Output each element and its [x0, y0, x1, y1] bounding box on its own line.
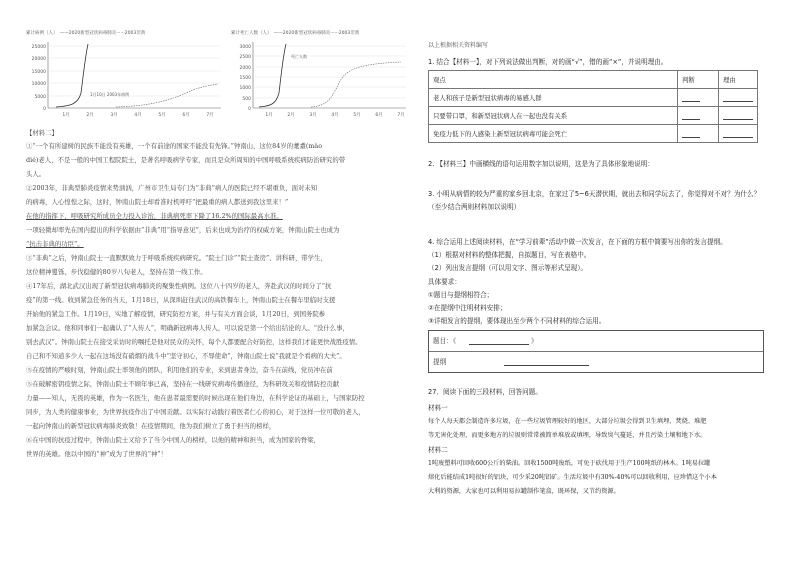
deaths-xtick: 2月 — [287, 113, 295, 118]
deaths-xtick: 4月 — [331, 113, 339, 118]
question-27: 27．阅读下面的三段材料，回答问题。 — [428, 388, 542, 396]
title-blank[interactable] — [469, 344, 529, 345]
text-line: 疫”的第一线。收到紧急任务的当天，1月18日，从深圳赶往武汉的高铁餐车上，钟南山院士在餐车里临时支援 — [26, 296, 336, 304]
cases-xtick: 5月 — [158, 113, 166, 118]
material-2-line: 大利的资源，大家也可以利用易拉罐制作笔盒，既环保，又节约资源。 — [428, 488, 620, 495]
cases-annot: 1月10日 2003年病例 — [90, 92, 130, 97]
cases-xtick: 6月 — [182, 113, 190, 118]
outline-blank[interactable] — [504, 365, 589, 366]
deaths-xtick: 1月 — [265, 113, 273, 118]
text-line: 开始他的紧急工作。1月19日，实地了解疫情，研究防控方案，并与有关方面会谈，1月20日，到国务院参 — [26, 310, 326, 318]
text-line: ②2003年，非典型肺炎疫情来势汹汹，广州市卫生局专门为“非典”病人的医院已经不堪重负，面对未知 — [26, 184, 318, 192]
deaths-series-2003 — [311, 62, 401, 107]
material-2-line: 熔化后能结成1吨很好的铝块，可少采20吨铝矿。生活垃圾中有30%-40%可以回收利用，应珍惜这个小本 — [428, 474, 717, 481]
text-line: dié)老人，不是一般的中国工程院院士，是著名呼吸病学专家，而且是众所周知的中国呼吸系统疾病防治研究的带 — [26, 156, 346, 164]
question-3-line1: 3. 小明从病情的较为严重的家乡回北京，在家过了5~6天潜伏期，就出去和同学玩去了，你觉得对不对？为什么？ — [428, 190, 761, 198]
deaths-series-2020 — [259, 44, 286, 107]
text-line: ①“一个有所建树的民族不能没有英雄，一个有前途的国家不能没有先锋。”钟南山，这位84岁的耄耋(mào — [26, 142, 323, 150]
cases-xtick: 4月 — [134, 113, 142, 118]
deaths-ytick: 500 — [242, 97, 251, 102]
question-3-line2: （至少结合两则材料加以说明） — [428, 203, 521, 211]
cases-ytick: 10000 — [31, 82, 46, 87]
q4-requirement-1: （1）根据对材料的整体把握，自拟题目，写在表格中。 — [428, 251, 591, 259]
material-1-heading: 材料一 — [428, 404, 448, 412]
cases-ytick: 5000 — [34, 95, 46, 100]
q4-requirement-2: （2）列出发言提纲（可以用文字、图示等形式呈现）。 — [428, 264, 588, 272]
cases-ytick: 15000 — [31, 70, 46, 75]
text-line: 头人。 — [26, 170, 46, 178]
material-2-heading: 材料二 — [428, 446, 448, 454]
table-header: 判断 — [678, 71, 719, 89]
text-line-underlined: 在他的指挥下，呼吸研究所成员全力投入诊治，非典病死率下降了16.2%的国际最高水准。 — [26, 212, 283, 220]
deaths-xtick: 7月 — [397, 113, 405, 118]
table-cell: 只要带口罩，和新型冠状病人在一起也没有关系 — [429, 107, 678, 125]
material-1-line: 每个人每天都会制造许多垃圾，在一些垃圾管理较好的地区，大部分垃圾会得到卫生填埋、焚烧、堆肥 — [428, 418, 707, 425]
text-line: 加紧急会议。他和同事们一起确认了“人传人”，明确新冠病毒人传人，可以说是第一个给出结论的人。“没什么事， — [26, 324, 349, 332]
deaths-xtick: 3月 — [309, 113, 317, 118]
cases-ytick: 0 — [43, 107, 46, 112]
cases-xtick: 7月 — [206, 113, 214, 118]
outline-label: 提纲 — [433, 358, 447, 366]
text-line: ⑤在破解密钥疫情之际，钟南山院士不顾年事已高，坚持在一线研究病毒传播途径，为科研攻关和疫情防控贡献 — [26, 380, 340, 388]
text-line: ③“非典”之后，钟南山院士一直默默致力于呼吸系统疾病研究。“院士门诊”“院士查房”、讲科研、带学生， — [26, 254, 327, 262]
question-2: 2. 【材料三】中画横线的语句运用数字加以说明，这是为了具体形象地说明： — [428, 160, 654, 168]
reason-blank[interactable] — [719, 107, 758, 125]
material-2-line: 1吨废塑料可回收600公斤的柴油。回收1500吨废纸，可免于砍伐用于生产100吨纸的林木。1吨易拉罐 — [428, 460, 711, 467]
outline-title-close: 》 — [531, 337, 538, 345]
q4-req-item: ②在提纲中注明材料安排； — [428, 304, 507, 312]
cases-series-2003 — [116, 84, 218, 107]
q4-specific-requirements: 具体要求： — [428, 278, 461, 286]
reason-blank[interactable] — [719, 89, 758, 107]
deaths-ytick: 2000 — [239, 66, 251, 71]
deaths-chart-title: 累计死亡人数（人） ——2020新型冠状病毒肺炎······2003非典 — [231, 31, 360, 36]
cases-ytick: 20000 — [31, 57, 46, 62]
cases-ytick: 25000 — [31, 45, 46, 50]
text-line: ⑥在中国的抗疫过程中，钟南山院士又给予了当今中国人的榜样，以他的精神和担当，成为国家的脊梁， — [26, 436, 320, 444]
table-header: 观点 — [429, 71, 678, 89]
speech-outline-box — [428, 330, 764, 373]
deaths-ytick: 1000 — [239, 86, 251, 91]
material-1-line: 等无害化处理，而更多地方的垃圾则常常被简单堆放或填埋，导致臭气蔓延，并且污染土壤和地下水。 — [428, 432, 707, 439]
cases-series-2020 — [56, 44, 88, 107]
table-row — [429, 89, 758, 107]
reason-blank[interactable] — [719, 125, 758, 143]
deaths-ytick: 1500 — [239, 76, 251, 81]
text-line: 自己和不知道多少人一起在这场没有硝烟的战斗中“坚守初心，不辱使命”，钟南山院士说“我就是个看病的大夫”。 — [26, 352, 346, 360]
text-line: 别去武汉”。钟南山院士在接受采访时的嘱托是他对民众的关怀，每个人都要配合好防控，这样我们才能更快战胜疫情。 — [26, 338, 362, 346]
deaths-xtick: 5月 — [353, 113, 361, 118]
outline-body-row[interactable] — [429, 351, 763, 372]
text-line: ⑤在疫情的严峻时刻，钟南山院士率领他的团队，利用他们的专业，来到患者身边，奋斗在前线，党员冲在前 — [26, 366, 333, 374]
judgment-blank[interactable] — [678, 125, 719, 143]
table-header-row — [429, 71, 758, 89]
outline-title-row[interactable] — [429, 331, 763, 351]
source-note: 以上根据相关资料编写 — [428, 42, 489, 49]
table-cell: 老人和孩子是新型冠状病毒的易感人群 — [429, 89, 678, 107]
text-line: 这位精神矍铄、步伐稳健的80岁八旬老人，坚持在第一线工作。 — [26, 268, 207, 276]
judgment-blank[interactable] — [678, 89, 719, 107]
q4-req-item: ①题目与提纲相符合； — [428, 291, 494, 299]
question-4: 4. 综合运用上述阅读材料，在“学习前辈”活动中做一次发言，在下面的方框中简要写出你的发言提纲。 — [428, 238, 727, 246]
cases-xtick: 1月 — [62, 113, 70, 118]
cases-chart-plot — [26, 38, 226, 120]
cases-xtick: 2月 — [86, 113, 94, 118]
material2-heading: 【材料二】 — [26, 129, 58, 137]
table-header: 理由 — [719, 71, 758, 89]
deaths-ytick: 2500 — [239, 55, 251, 60]
text-line: 同步，为人类的健康事业，为世界抗疫作出了中国贡献。以实际行动践行着医者仁心的初心，对于这样一位可敬的老人， — [26, 408, 365, 416]
judgment-table — [428, 70, 758, 143]
text-line: 一项轻微却率先在国内提出的科学依据由“非典”用“指导意见”，后来也成为治疗的权威方案，钟南山院士也成为 — [26, 226, 340, 234]
judgment-blank[interactable] — [678, 107, 719, 125]
text-line: 世界的英雄。他以中国的“神”成为了世界的“神”！ — [26, 450, 167, 458]
cases-xtick: 3月 — [110, 113, 118, 118]
cases-chart-title: 累计病例（人） ——2020新型冠状病毒肺炎······2003非典 — [26, 31, 146, 36]
outline-title-label: 题目：《 — [433, 337, 457, 345]
text-line: 一起向钟南山的新型冠状病毒肺炎致敬！在疫情期间，他为我们树立了勇于担当的榜样， — [26, 422, 276, 430]
text-line: ④17年后，湖北武汉出现了新型冠状病毒肺炎的聚集性病例。这位八十四岁的老人，奔赴武汉的时间分了“抗 — [26, 282, 332, 290]
deaths-ytick: 0 — [248, 107, 251, 112]
table-row — [429, 125, 758, 143]
question-1: 1. 结合【材料一】，对下列说法做出判断，对的画“√”，错的画“×”，并说明理由。 — [428, 58, 668, 66]
deaths-ytick: 3000 — [239, 45, 251, 50]
deaths-chart — [231, 30, 411, 120]
deaths-chart-plot — [231, 38, 411, 120]
text-line: 力量——知人，无畏的英雄，作为一名医生，他在患者最需要的时候出现在他们身边，在科学论证的基础上，与国家防控 — [26, 394, 365, 402]
text-line-underlined: “抗击非典的功臣”。 — [26, 240, 84, 248]
q4-req-item: ③详细发言的提纲，要体现出至少两个不同材料的综合运用。 — [428, 317, 606, 325]
table-row — [429, 107, 758, 125]
table-cell: 免疫力低下的人感染上新型冠状病毒可能会死亡 — [429, 125, 678, 143]
text-line: 的病毒，人心惶惶之际，这时，钟南山院士却看准时机呼吁“把最重的病人都送到我这里来！” — [26, 198, 289, 206]
deaths-annot: 死亡人数 — [291, 54, 307, 59]
deaths-xtick: 6月 — [375, 113, 383, 118]
cases-chart — [26, 30, 226, 120]
